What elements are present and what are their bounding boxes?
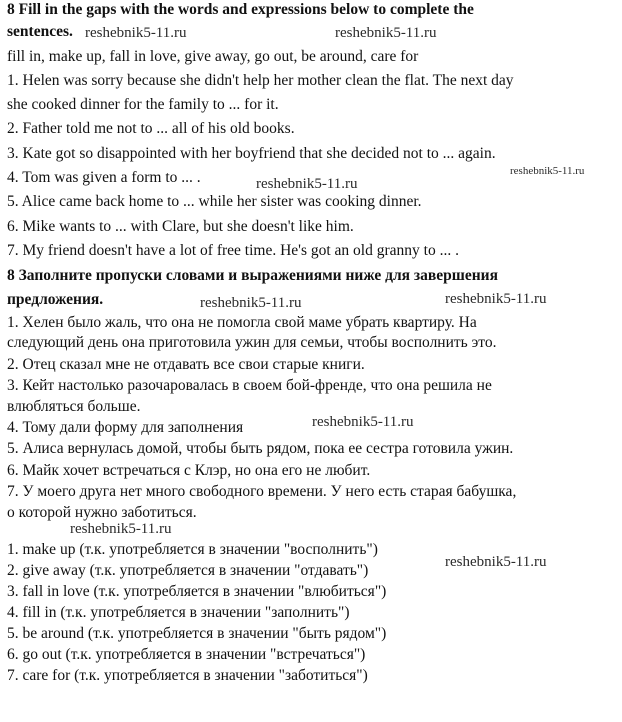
sentence-ru: о которой нужно заботиться. bbox=[7, 504, 197, 521]
answer-item: 1. make up (т.к. употребляется в значении "восполнить") bbox=[7, 541, 378, 558]
watermark: reshebnik5-11.ru bbox=[200, 295, 302, 311]
sentence-en: 7. My friend doesn't have a lot of free time. He's got an old granny to ... . bbox=[7, 242, 459, 259]
watermark: reshebnik5-11.ru bbox=[256, 176, 358, 192]
answer-item: 5. be around (т.к. употребляется в значении "быть рядом") bbox=[7, 625, 387, 642]
sentence-en: 5. Alice came back home to ... while her sister was cooking dinner. bbox=[7, 193, 422, 210]
answer-item: 2. give away (т.к. употребляется в значении "отдавать") bbox=[7, 562, 369, 579]
sentence-ru: 4. Тому дали форму для заполнения bbox=[7, 419, 244, 436]
watermark: reshebnik5-11.ru bbox=[445, 291, 547, 307]
sentence-en: 1. Helen was sorry because she didn't help her mother clean the flat. The next day bbox=[7, 72, 514, 89]
sentence-en: 4. Tom was given a form to ... . bbox=[7, 169, 201, 186]
sentence-ru: 6. Майк хочет встречаться с Клэр, но она его не любит. bbox=[7, 462, 371, 479]
sentence-ru: 1. Хелен было жаль, что она не помогла свой маме убрать квартиру. На bbox=[7, 314, 477, 331]
word-bank: fill in, make up, fall in love, give away, go out, be around, care for bbox=[7, 48, 419, 65]
exercise-title-ru: 8 Заполните пропуски словами и выражениями ниже для завершения bbox=[7, 267, 498, 284]
answer-item: 4. fill in (т.к. употребляется в значении "заполнить") bbox=[7, 604, 350, 621]
exercise-title-ru-cont: предложения. bbox=[7, 291, 104, 308]
sentence-ru: 5. Алиса вернулась домой, чтобы быть рядом, пока ее сестра готовила ужин. bbox=[7, 440, 514, 457]
sentence-en: 2. Father told me not to ... all of his old books. bbox=[7, 120, 295, 137]
sentence-en: 3. Kate got so disappointed with her boyfriend that she decided not to ... again. bbox=[7, 145, 496, 162]
watermark: reshebnik5-11.ru bbox=[510, 165, 585, 177]
sentence-ru: 3. Кейт настолько разочаровалась в своем бой-френде, что она решила не bbox=[7, 377, 492, 394]
sentence-en: 6. Mike wants to ... with Clare, but she doesn't like him. bbox=[7, 218, 354, 235]
watermark: reshebnik5-11.ru bbox=[85, 25, 187, 41]
exercise-title-en: 8 Fill in the gaps with the words and expressions below to complete the bbox=[7, 1, 474, 18]
watermark: reshebnik5-11.ru bbox=[312, 414, 414, 430]
sentence-ru: 2. Отец сказал мне не отдавать все свои старые книги. bbox=[7, 356, 365, 373]
sentence-en: she cooked dinner for the family to ... for it. bbox=[7, 96, 279, 113]
sentence-ru: 7. У моего друга нет много свободного времени. У него есть старая бабушка, bbox=[7, 483, 517, 500]
exercise-title-en-cont: sentences. bbox=[7, 23, 73, 40]
watermark: reshebnik5-11.ru bbox=[335, 25, 437, 41]
watermark: reshebnik5-11.ru bbox=[70, 521, 172, 537]
answer-item: 6. go out (т.к. употребляется в значении "встречаться") bbox=[7, 646, 366, 663]
sentence-ru: влюбляться больше. bbox=[7, 398, 141, 415]
answer-item: 7. care for (т.к. употребляется в значении "заботиться") bbox=[7, 667, 368, 684]
sentence-ru: следующий день она приготовила ужин для семьи, чтобы восполнить это. bbox=[7, 334, 497, 351]
watermark: reshebnik5-11.ru bbox=[445, 554, 547, 570]
answer-item: 3. fall in love (т.к. употребляется в значении "влюбиться") bbox=[7, 583, 387, 600]
